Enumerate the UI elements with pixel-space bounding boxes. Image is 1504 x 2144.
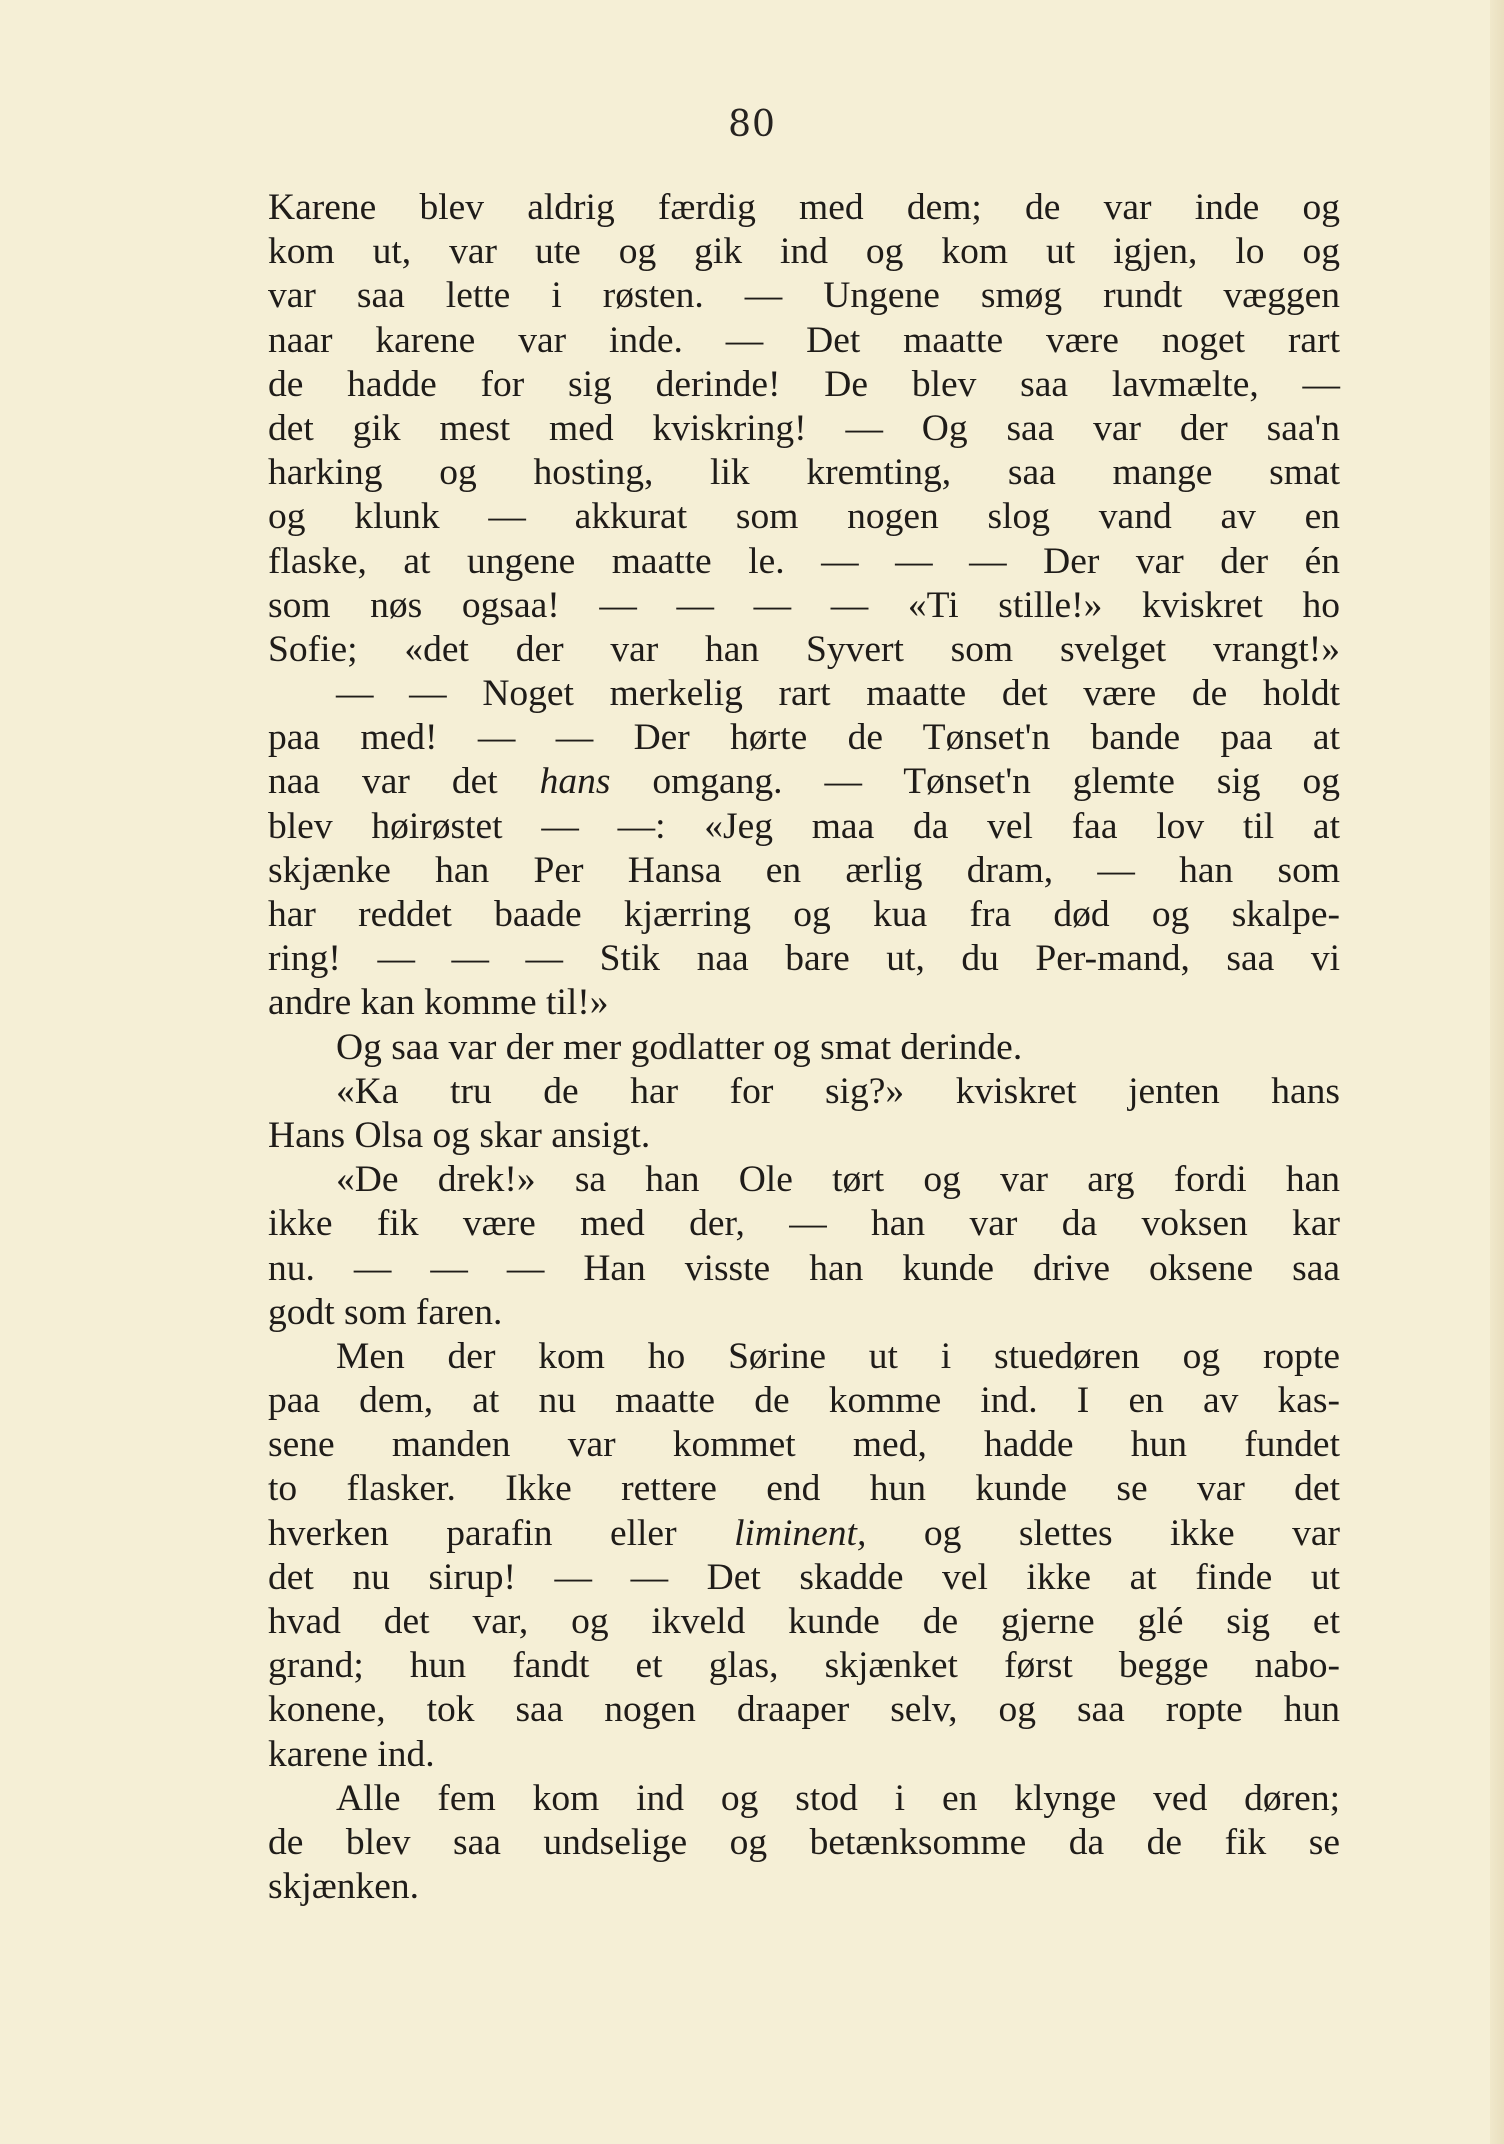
text-line: Hans Olsa og skar ansigt. [268, 1114, 651, 1156]
text-line: naar karene var inde. — Det maatte være noget rart [268, 319, 1340, 361]
text-line: ring! — — — Stik naa bare ut, du Per-mand, saa vi [268, 938, 1340, 980]
text-line: godt som faren. [268, 1291, 503, 1333]
text-line: de hadde for sig derinde! De blev saa lavmælte, — [268, 363, 1340, 405]
text-line: Men der kom ho Sørine ut i stuedøren og ropte [336, 1335, 1340, 1377]
text-line: kom ut, var ute og gik ind og kom ut igjen, lo og [268, 231, 1340, 273]
page-edge [1490, 0, 1504, 2144]
text-line: og klunk — akkurat som nogen slog vand av en [268, 496, 1340, 538]
text-line: konene, tok saa nogen draaper selv, og saa ropte hun [268, 1689, 1340, 1731]
page-number: 80 [728, 104, 776, 145]
text-line: Karene blev aldrig færdig med dem; de var inde og [268, 187, 1340, 228]
text-line: naa var det hans omgang. — Tønset'n glemte sig og [268, 761, 1340, 803]
text-line: «Ka tru de har for sig?» kviskret jenten hans [336, 1070, 1340, 1112]
text-line: paa dem, at nu maatte de komme ind. I en av kas- [268, 1380, 1340, 1422]
text-line: harking og hosting, lik kremting, saa mange smat [268, 452, 1340, 494]
text-line: det gik mest med kviskring! — Og saa var der saa'n [268, 407, 1340, 449]
text-line: Alle fem kom ind og stod i en klynge ved døren; [336, 1777, 1340, 1819]
text-line: de blev saa undselige og betænksomme da de fik se [268, 1821, 1340, 1863]
text-line: skjænken. [268, 1866, 420, 1908]
text-line: paa med! — — Der hørte de Tønset'n bande paa at [268, 717, 1340, 759]
text-line: sene manden var kommet med, hadde hun fundet [268, 1424, 1340, 1466]
text-line: nu. — — — Han visste han kunde drive oksene saa [268, 1247, 1340, 1289]
text-line: Sofie; «det der var han Syvert som svelget vrangt!» [268, 628, 1340, 670]
text-line: Og saa var der mer godlatter og smat derinde. [336, 1026, 1023, 1068]
text-line: blev høirøstet — —: «Jeg maa da vel faa lov til at [268, 805, 1340, 847]
text-line: det nu sirup! — — Det skadde vel ikke at finde ut [268, 1556, 1340, 1598]
text-line: skjænke han Per Hansa en ærlig dram, — han som [268, 849, 1340, 891]
body-text [268, 186, 1340, 1909]
text-line: har reddet baade kjærring og kua fra død og skalpe- [268, 894, 1340, 935]
text-line: andre kan komme til!» [268, 982, 609, 1024]
text-line: som nøs ogsaa! — — — — «Ti stille!» kviskret ho [268, 584, 1340, 626]
text-line: grand; hun fandt et glas, skjænket først begge nabo- [268, 1645, 1340, 1687]
italic-word: hans [539, 761, 611, 803]
text-line: var saa lette i røsten. — Ungene smøg rundt væggen [268, 275, 1340, 317]
text-line: «De drek!» sa han Ole tørt og var arg fordi han [336, 1159, 1340, 1201]
text-line: hvad det var, og ikveld kunde de gjerne glé sig et [268, 1601, 1340, 1642]
text-line: to flasker. Ikke rettere end hun kunde se var det [268, 1468, 1340, 1510]
text-line: — — Noget merkelig rart maatte det være de holdt [336, 673, 1340, 715]
text-line: hverken parafin eller liminent, og slettes ikke var [268, 1512, 1340, 1554]
text-line: karene ind. [268, 1733, 435, 1775]
italic-word: liminent, [734, 1512, 867, 1554]
text-line: flaske, at ungene maatte le. — — — Der var der én [268, 540, 1340, 582]
text-line: ikke fik være med der, — han var da voksen kar [268, 1203, 1340, 1245]
